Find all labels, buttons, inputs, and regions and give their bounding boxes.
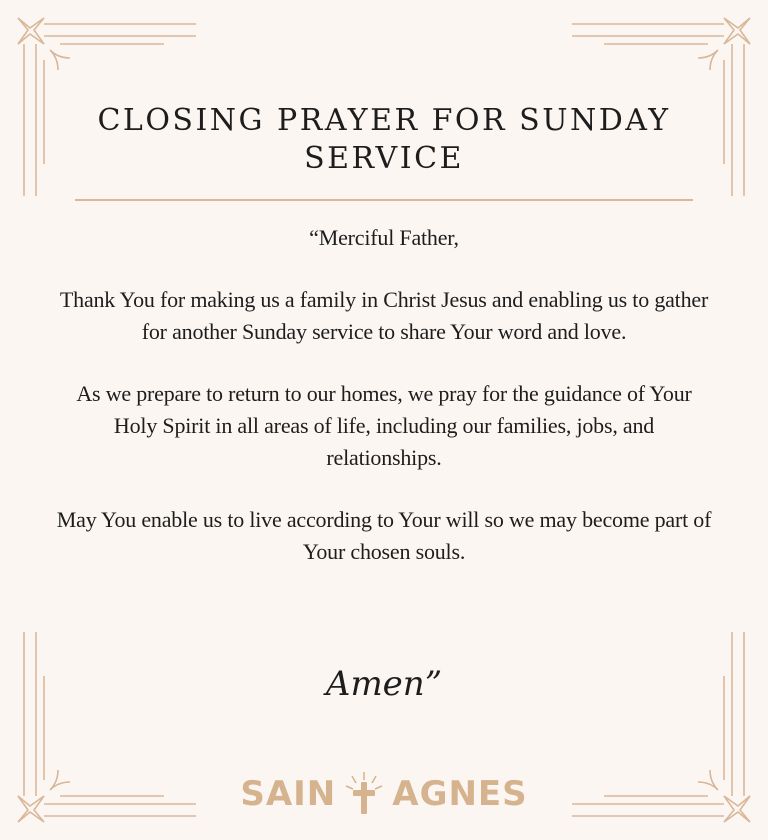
prayer-text [56,222,712,598]
saint-agnes-logo [0,770,768,818]
prayer-closing: Amen” [325,664,443,704]
prayer-paragraph: As we prepare to return to our homes, we pray for the guidance of Your Holy Spirit in all areas of life, including our families, jobs, and relationships. [76,381,692,470]
cross-icon [344,770,384,818]
prayer-salutation: “Merciful Father, [309,225,459,250]
logo-text-right: AGNES [392,774,528,814]
prayer-paragraph: May You enable us to live according to Your will so we may become part of Your chosen souls. [56,507,712,564]
page-title: CLOSING PRAYER FOR SUNDAY SERVICE [97,103,671,176]
prayer-paragraph: Thank You for making us a family in Christ Jesus and enabling us to gather for another Sunday service to share Your word and love. [59,287,709,344]
title-divider [75,199,693,201]
logo-text-left: SAIN [240,774,337,814]
